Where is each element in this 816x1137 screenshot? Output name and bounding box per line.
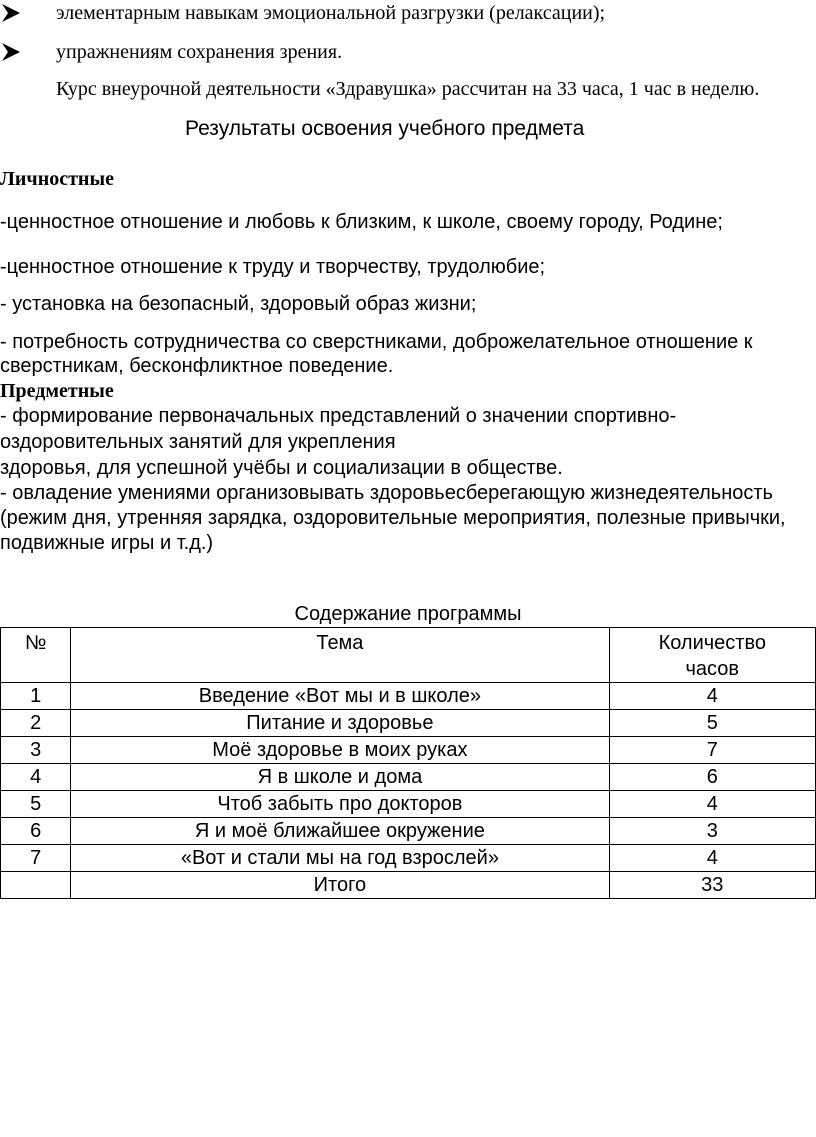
- personal-line: сверстникам, бесконфликтное поведение.: [0, 355, 394, 377]
- total-label: Итого: [71, 872, 609, 899]
- arrowhead-bullet-icon: [0, 41, 22, 63]
- row-topic: Введение «Вот мы и в школе»: [71, 683, 609, 710]
- header-topic: Тема: [71, 628, 609, 683]
- bullet-text: упражнениям сохранения зрения.: [56, 41, 343, 63]
- personal-line: -ценностное отношение к труду и творчеству, трудолюбие;: [0, 256, 546, 278]
- row-number: 3: [1, 737, 71, 764]
- course-note: Курс внеурочной деятельности «Здравушка» рассчитан на 33 часа, 1 час в неделю.: [56, 78, 760, 100]
- row-hours: 4: [609, 845, 815, 872]
- table-header-row: [1, 628, 816, 683]
- subject-line: здоровья, для успешной учёбы и социализации в обществе.: [0, 457, 563, 479]
- subject-line: - овладение умениями организовывать здоровьесберегающую жизнедеятельность: [0, 482, 773, 504]
- total-hours: 33: [609, 872, 815, 899]
- row-hours: 4: [609, 683, 815, 710]
- row-number: 1: [1, 683, 71, 710]
- table-row: [1, 818, 816, 845]
- bullet-text: элементарным навыкам эмоциональной разгрузки (релаксации);: [56, 2, 606, 24]
- table-total-row: [1, 872, 816, 899]
- personal-heading: Личностные: [0, 168, 114, 190]
- table-row: [1, 737, 816, 764]
- row-hours: 5: [609, 710, 815, 737]
- row-topic: Я в школе и дома: [71, 764, 609, 791]
- row-topic: «Вот и стали мы на год взрослей»: [71, 845, 609, 872]
- subject-line: оздоровительных занятий для укрепления: [0, 431, 396, 453]
- row-number: 7: [1, 845, 71, 872]
- table-row: [1, 791, 816, 818]
- subject-line: подвижные игры и т.д.): [0, 532, 214, 554]
- row-hours: 4: [609, 791, 815, 818]
- table-row: [1, 845, 816, 872]
- personal-line: - потребность сотрудничества со сверстниками, доброжелательное отношение к: [0, 331, 753, 353]
- program-table: [0, 627, 816, 899]
- row-number: 5: [1, 791, 71, 818]
- program-title: Содержание программы: [294, 603, 522, 625]
- row-number: 6: [1, 818, 71, 845]
- row-number: 2: [1, 710, 71, 737]
- subject-heading: Предметные: [0, 380, 114, 402]
- personal-line: - установка на безопасный, здоровый образ жизни;: [0, 293, 477, 315]
- row-hours: 6: [609, 764, 815, 791]
- table-row: [1, 683, 816, 710]
- table-row: [1, 764, 816, 791]
- personal-line: -ценностное отношение и любовь к близким, к школе, своему городу, Родине;: [0, 211, 723, 233]
- row-hours: 7: [609, 737, 815, 764]
- row-number: 4: [1, 764, 71, 791]
- row-topic: Я и моё ближайшее окружение: [71, 818, 609, 845]
- arrowhead-bullet-icon: [0, 2, 22, 24]
- total-empty-cell: [1, 872, 71, 899]
- header-hours: Количество часов: [609, 628, 815, 683]
- results-title: Результаты освоения учебного предмета: [185, 117, 585, 140]
- row-topic: Питание и здоровье: [71, 710, 609, 737]
- row-topic: Чтоб забыть про докторов: [71, 791, 609, 818]
- table-row: [1, 710, 816, 737]
- row-topic: Моё здоровье в моих руках: [71, 737, 609, 764]
- row-hours: 3: [609, 818, 815, 845]
- header-number: №: [1, 628, 71, 683]
- subject-line: (режим дня, утренняя зарядка, оздоровительные мероприятия, полезные привычки,: [0, 507, 786, 529]
- subject-line: - формирование первоначальных представлений о значении спортивно-: [0, 405, 677, 427]
